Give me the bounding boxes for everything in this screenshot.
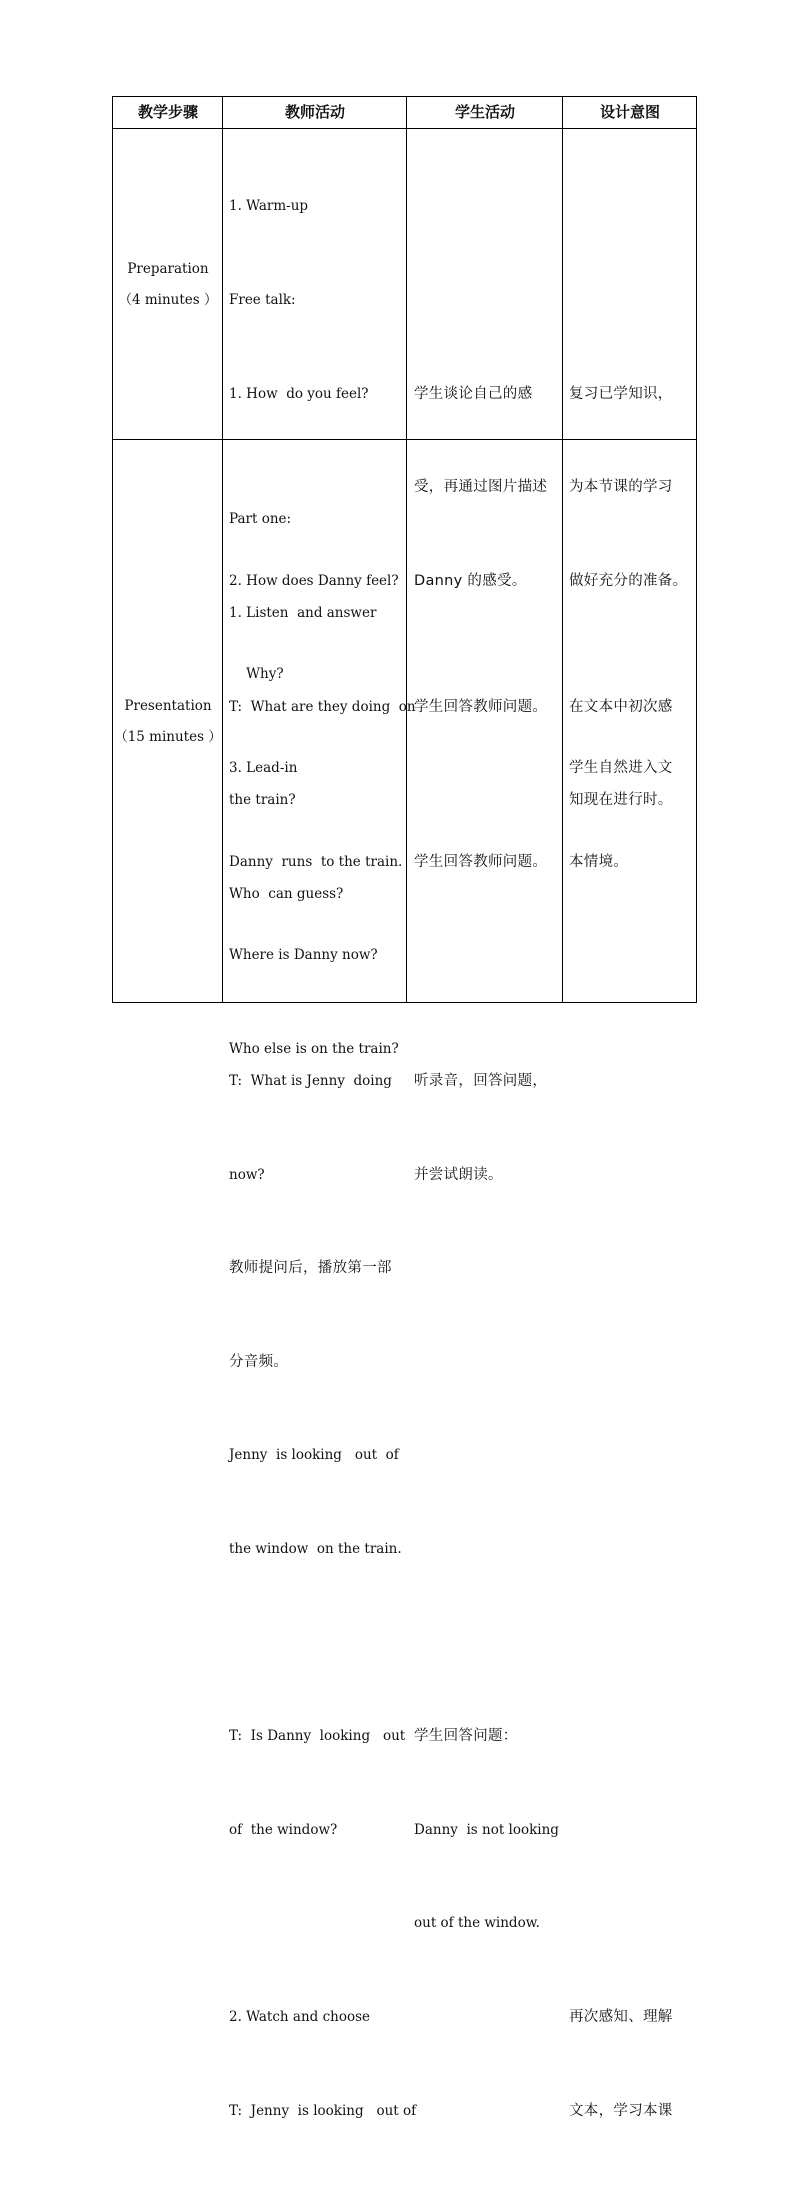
teacher-line: T: Is Danny looking out (229, 1728, 406, 1745)
teacher-line (229, 1628, 416, 1659)
student-line (414, 2002, 559, 2033)
teacher-line (229, 1908, 416, 1939)
intent-line (569, 1815, 673, 1846)
student-activity-cell (414, 442, 559, 2189)
intent-line: 复习已学知识， (569, 385, 673, 402)
student-line (414, 191, 547, 222)
intent-line (569, 1347, 673, 1378)
intent-line: 本情境。 (569, 853, 629, 870)
teacher-line: 2. How does Danny feel? (229, 572, 399, 589)
table-border-left (112, 96, 113, 1003)
teacher-line: Part one: (229, 511, 292, 528)
intent-line (569, 598, 673, 629)
teacher-line: 1. How do you feel? (229, 385, 369, 402)
teacher-line: 1. Listen and answer (229, 605, 377, 621)
intent-line (569, 504, 673, 535)
student-line: 学生回答问题： (414, 1728, 518, 1745)
teacher-line: Where is Danny now? (229, 947, 378, 964)
student-line: 受，再通过图片描述 (414, 479, 548, 496)
stage-name: Preparation (127, 261, 209, 277)
teacher-line: Danny runs to the train. (229, 853, 403, 870)
student-line: 听录音，回答问题， (414, 1072, 548, 1089)
teacher-line: Who else is on the train? (229, 1040, 399, 1057)
teacher-line: T: What are they doing on (229, 698, 416, 715)
intent-line (569, 972, 673, 1003)
teacher-line: the train? (229, 792, 296, 809)
intent-line: 在文本中初次感 (569, 698, 673, 715)
teacher-line: 1. Warm-up (229, 198, 309, 215)
teacher-line: Free talk: (229, 292, 296, 308)
column-divider (562, 96, 563, 1003)
student-line (414, 1628, 559, 1659)
teacher-line: T: Jenny is looking out of (229, 2102, 417, 2119)
student-line (414, 1534, 559, 1565)
table-border-right (696, 96, 697, 1003)
teacher-line: of the window? (229, 1821, 338, 1838)
student-line (414, 1440, 559, 1471)
intent-line (569, 1160, 673, 1191)
student-line: Danny is not looking (414, 1821, 559, 1838)
header-cell-step: 教学步骤 (137, 103, 198, 121)
column-divider (222, 96, 223, 1003)
teacher-activity-cell (229, 442, 416, 2189)
student-line (414, 598, 559, 629)
design-intent-cell (569, 442, 673, 2189)
intent-line (569, 1534, 673, 1565)
student-line (414, 972, 559, 1003)
intent-line: 学生自然进入文 (569, 759, 673, 776)
teacher-line: 2. Watch and choose (229, 2008, 370, 2025)
stage-cell (113, 254, 223, 316)
intent-line (569, 1253, 673, 1284)
teacher-line: Why? (229, 666, 284, 683)
stage-duration: （4 minutes ） (118, 292, 218, 309)
intent-line (569, 879, 673, 910)
teacher-line: Jenny is looking out of (229, 1447, 399, 1464)
header-cell-student: 学生活动 (454, 103, 515, 121)
teacher-line: Who can guess? (229, 885, 344, 902)
header-cell-teacher: 教师活动 (284, 103, 345, 121)
student-line: 学生回答教师问题。 (414, 698, 548, 715)
student-line: out of the window. (414, 1915, 540, 1932)
teacher-line: now? (229, 1166, 265, 1183)
intent-line: 知现在进行时。 (569, 792, 673, 809)
stage-cell (113, 691, 223, 753)
intent-line (569, 1440, 673, 1471)
intent-line (569, 285, 687, 316)
student-line: 学生回答教师问题。 (414, 853, 548, 870)
intent-line (569, 1628, 673, 1659)
student-line (414, 504, 559, 535)
student-line (414, 1253, 559, 1284)
intent-line: 为本节课的学习 (569, 479, 673, 496)
teacher-line (229, 972, 416, 1003)
student-line: 并尝试朗读。 (414, 1166, 503, 1183)
stage-name: Presentation (124, 698, 212, 714)
intent-line (569, 191, 687, 222)
stage-duration: （15 minutes ） (114, 729, 222, 746)
student-line (414, 785, 559, 816)
student-line (414, 2096, 559, 2127)
student-line (414, 285, 547, 316)
header-cell-intent: 设计意图 (599, 103, 660, 121)
student-line (414, 879, 559, 910)
teacher-line: the window on the train. (229, 1540, 402, 1557)
teacher-line: 教师提问后，播放第一部 (229, 1260, 392, 1277)
intent-line: 做好充分的准备。 (569, 572, 688, 589)
teacher-line: 3. Lead-in (229, 759, 298, 776)
teacher-line: T: What is Jenny doing (229, 1072, 392, 1089)
student-line (414, 1347, 559, 1378)
intent-line: 再次感知、理解 (569, 2008, 673, 2025)
intent-line: 文本，学习本课 (569, 2102, 673, 2119)
intent-line (569, 1721, 673, 1752)
student-line: 学生谈论自己的感 (414, 385, 533, 402)
teacher-line: 分音频。 (229, 1353, 289, 1370)
student-line: Danny 的感受。 (414, 572, 527, 589)
intent-line (569, 1908, 673, 1939)
intent-line (569, 1066, 673, 1097)
